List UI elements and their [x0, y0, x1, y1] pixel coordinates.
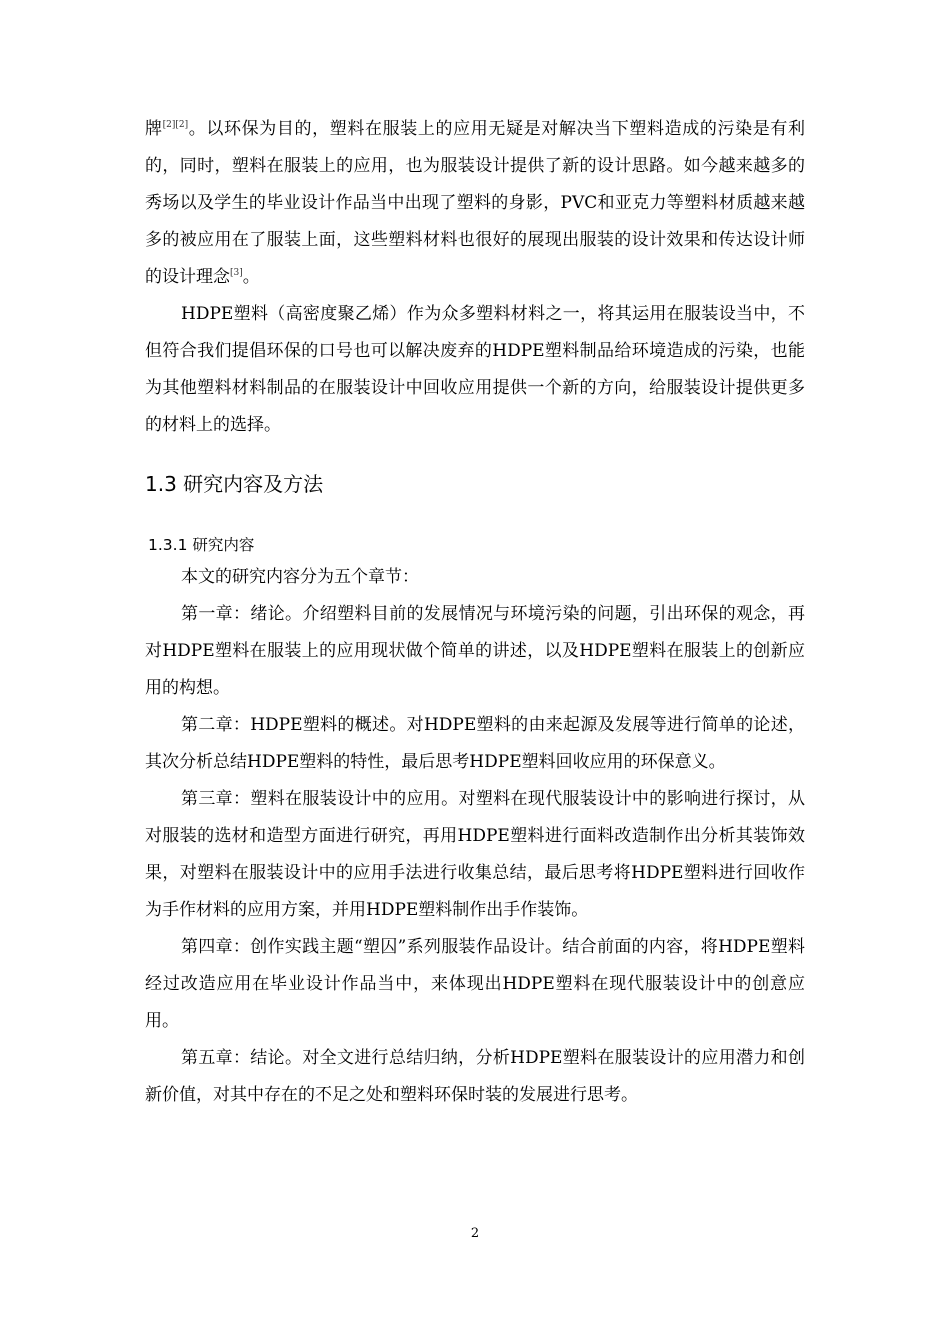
page-number: 2 — [470, 1226, 480, 1241]
paragraph-chapter-2: 第二章：HDPE塑料的概述。对HDPE塑料的由来起源及发展等进行简单的论述，其次分析总结HDPE塑料的特性，最后思考HDPE塑料回收应用的环保意义。 — [145, 715, 805, 772]
paragraph-chapter-5: 第五章：结论。对全文进行总结归纳，分析HDPE塑料在服装设计的应用潜力和创新价值，对其中存在的不足之处和塑料环保时装的发展进行思考。 — [145, 1048, 805, 1105]
section-heading: 1.3 研究内容及方法 — [145, 472, 324, 496]
page-body — [145, 111, 805, 1114]
citation-ref: [3] — [230, 268, 243, 278]
paragraph-text: 。 — [242, 267, 260, 287]
paragraph-chapter-1: 第一章：绪论。介绍塑料目前的发展情况与环境污染的问题，引出环保的观念，再对HDPE塑料在服装上的应用现状做个简单的讲述，以及HDPE塑料在服装上的创新应用的构想。 — [145, 604, 805, 698]
paragraph-text: 。以环保为目的，塑料在服装上的应用无疑是对解决当下塑料造成的污染是有利的，同时，塑料在服装上的应用，也为服装设计提供了新的设计思路。如今越来越多的秀场以及学生的毕业设计作品当中出现了塑料的身影，PVC和亚克力等塑料材质越来越多的被应用在了服装上面，这些塑料材料也很好的展现出服装的设计效果和传达设计师的设计理念 — [145, 119, 805, 287]
subsection-heading: 1.3.1 研究内容 — [148, 536, 255, 554]
paragraph-chapter-4: 第四章：创作实践主题“塑囚”系列服装作品设计。结合前面的内容，将HDPE塑料经过改造应用在毕业设计作品当中，来体现出HDPE塑料在现代服装设计中的创意应用。 — [145, 937, 805, 1031]
paragraph-continued — [145, 111, 805, 296]
citation-ref: [2][2] — [162, 120, 189, 130]
paragraph-chapter-3: 第三章：塑料在服装设计中的应用。对塑料在现代服装设计中的影响进行探讨，从对服装的选材和造型方面进行研究，再用HDPE塑料进行面料改造制作出分析其装饰效果，对塑料在服装设计中的应用手法进行收集总结，最后思考将HDPE塑料进行回收作为手作材料的应用方案，并用HDPE塑料制作出手作装饰。 — [145, 789, 805, 920]
paragraph-text: 牌 — [145, 119, 163, 139]
paragraph-chapters-intro: 本文的研究内容分为五个章节： — [181, 567, 419, 587]
paragraph-hdpe: HDPE塑料（高密度聚乙烯）作为众多塑料材料之一，将其运用在服装设当中，不但符合我们提倡环保的口号也可以解决废弃的HDPE塑料制品给环境造成的污染，也能为其他塑料材料制品的在服装设计中回收应用提供一个新的方向，给服装设计提供更多的材料上的选择。 — [145, 304, 805, 435]
